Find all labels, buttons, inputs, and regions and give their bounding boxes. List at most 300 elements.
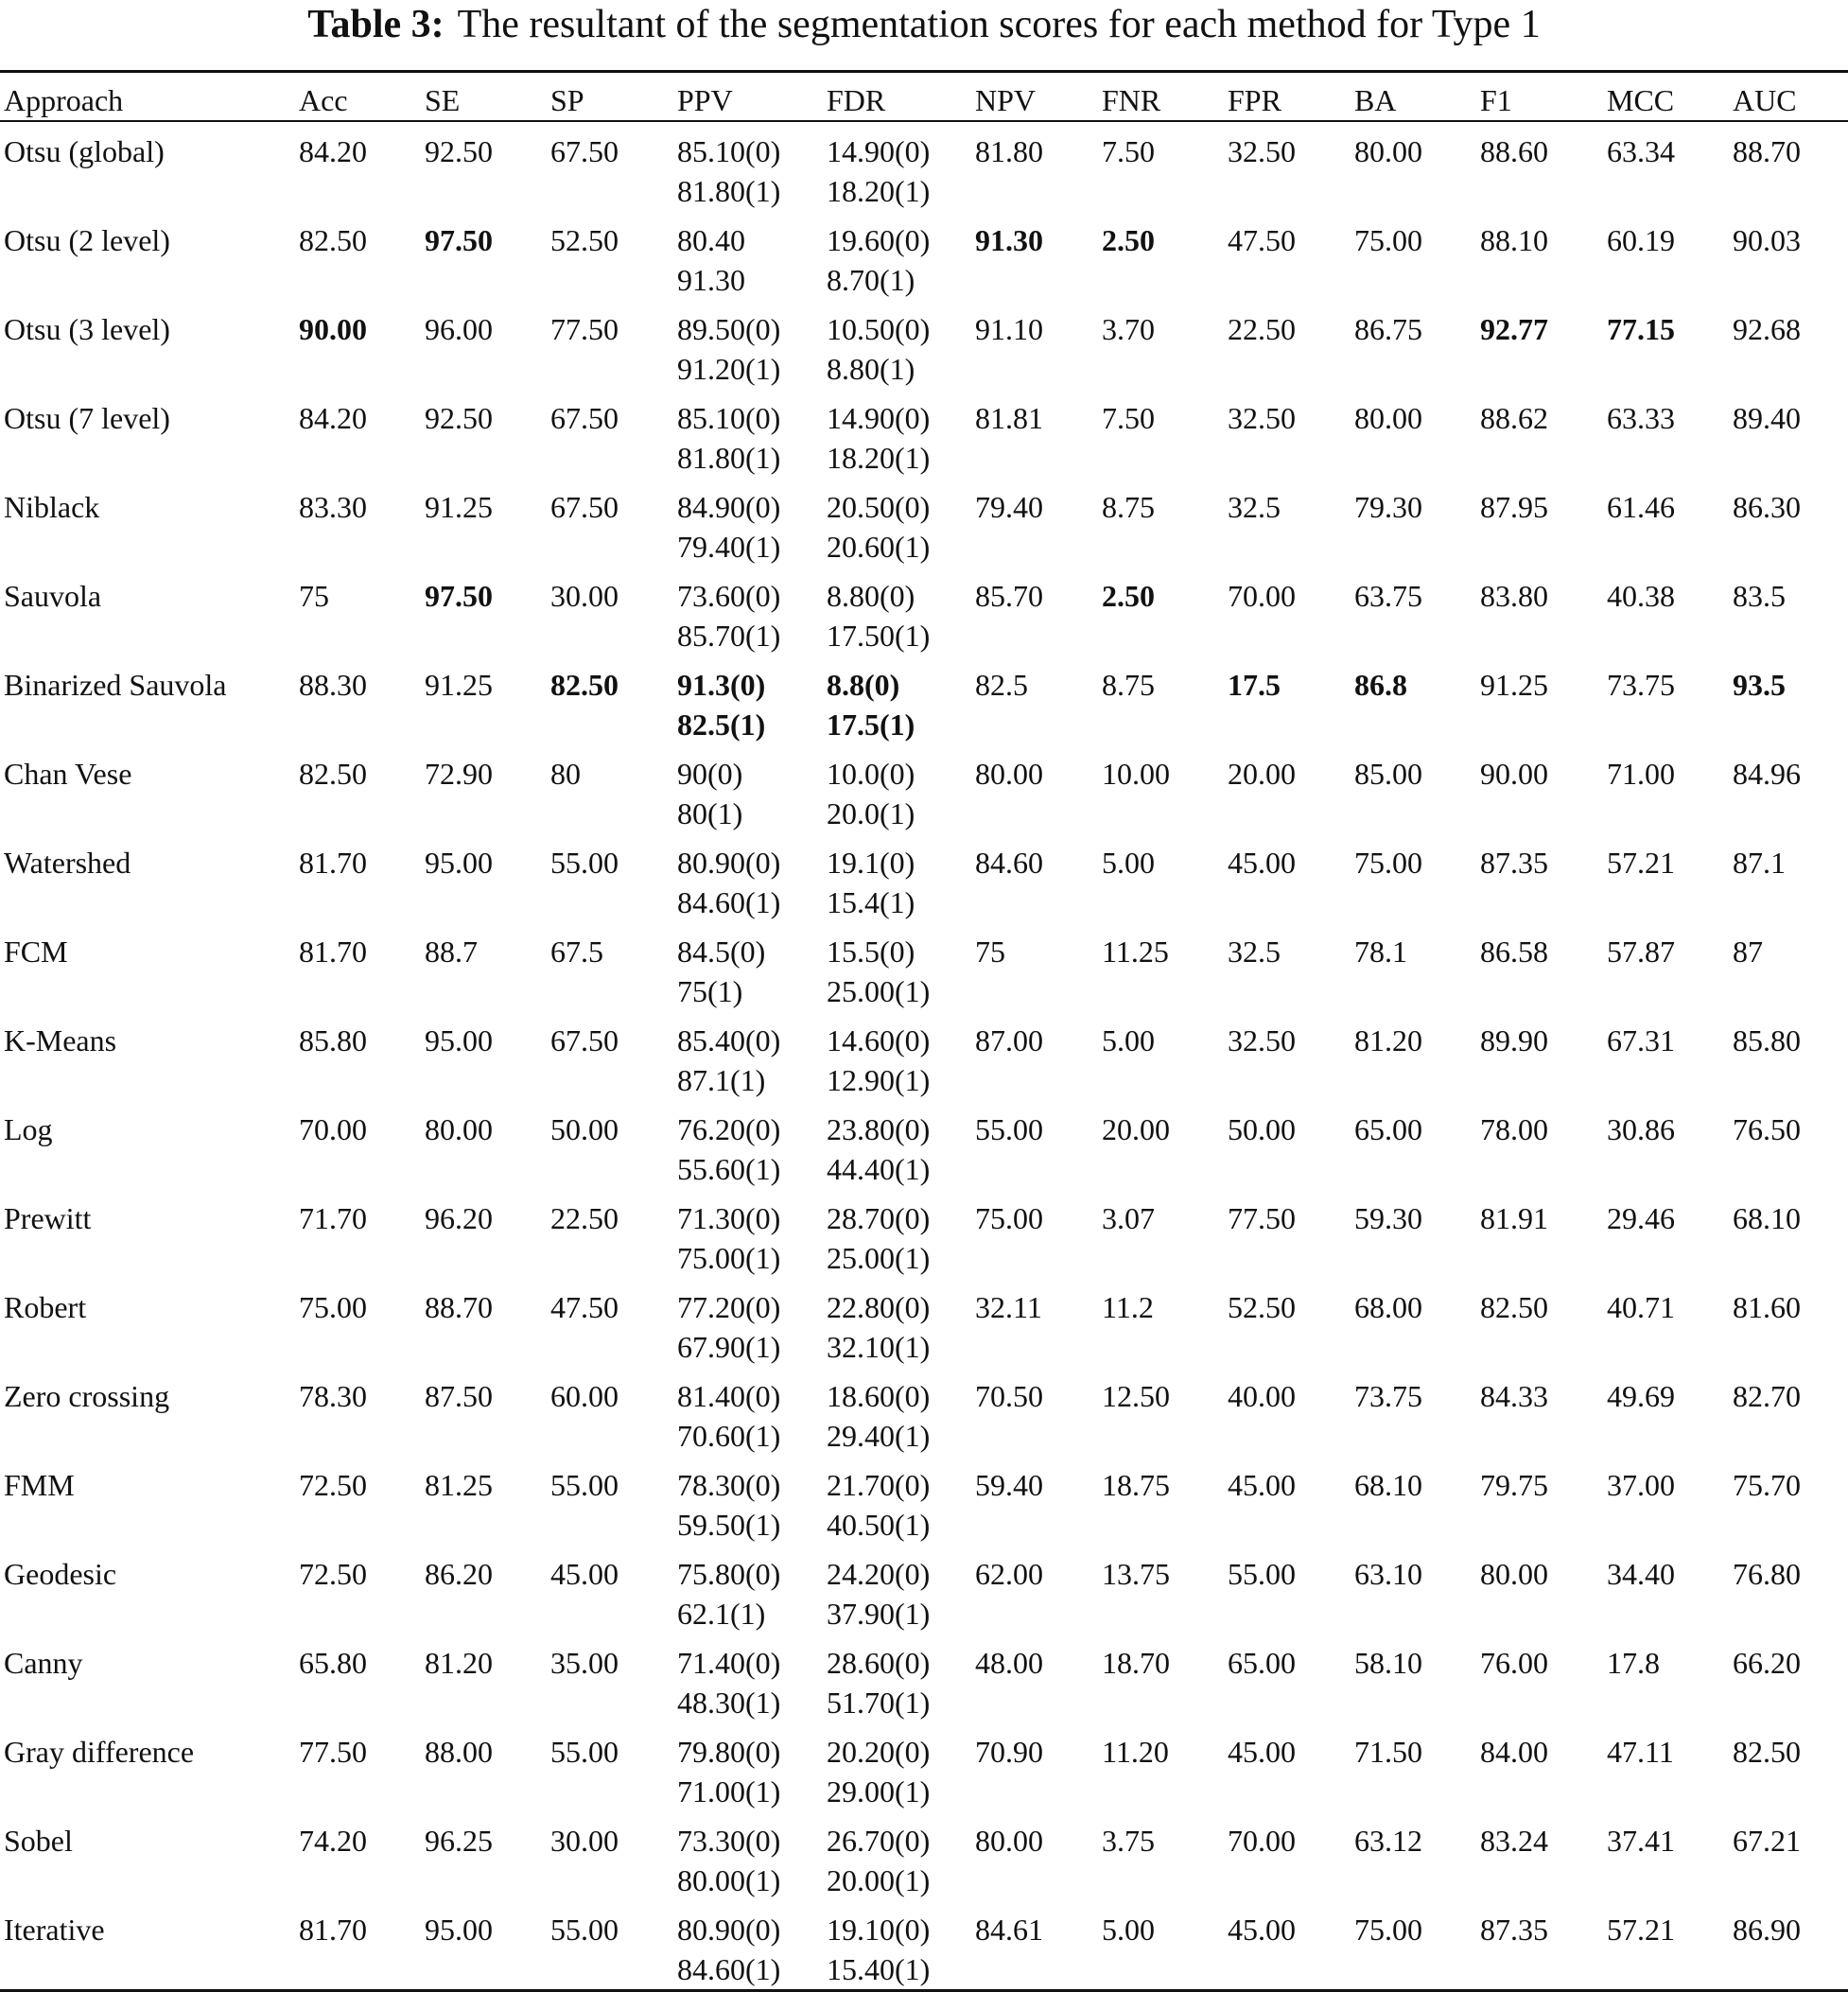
cell-line: 79.40(1) — [677, 529, 781, 564]
cell-se: 88.70 — [425, 1289, 493, 1324]
table-row — [0, 1278, 1848, 1367]
cell-ba: 63.10 — [1354, 1556, 1422, 1591]
cell-fdr — [823, 1278, 971, 1367]
cell-se: 81.20 — [425, 1645, 493, 1680]
cell-line: 14.90(0) — [827, 133, 931, 168]
cell-sp: 67.50 — [550, 489, 619, 524]
cell-line: 25.00(1) — [827, 1240, 931, 1275]
cell-mcc: 40.38 — [1607, 578, 1675, 613]
column-header-f1: F1 — [1480, 83, 1512, 118]
cell-se: 92.50 — [425, 133, 493, 168]
cell-ppv — [673, 1367, 823, 1456]
column-header-se: SE — [425, 83, 461, 118]
cell-npv: 85.70 — [975, 578, 1043, 613]
cell-line: 20.60(1) — [827, 529, 931, 564]
cell-sp: 80 — [550, 756, 581, 791]
cell-fdr — [823, 833, 971, 922]
cell-acc: 75 — [299, 578, 329, 613]
cell-f1: 88.10 — [1480, 222, 1548, 257]
cell-ba: 75.00 — [1354, 845, 1422, 880]
cell-mcc: 61.46 — [1607, 489, 1675, 524]
cell-mcc: 63.34 — [1607, 133, 1675, 168]
cell-fnr: 2.50 — [1102, 578, 1155, 613]
cell-ba: 63.75 — [1354, 578, 1422, 613]
cell-f1: 87.95 — [1480, 489, 1548, 524]
cell-mcc: 29.46 — [1607, 1200, 1675, 1235]
cell-fdr — [823, 1545, 971, 1634]
cell-line: 84.60(1) — [677, 884, 781, 919]
cell-fnr: 8.75 — [1102, 489, 1155, 524]
cell-line: 85.10(0) — [677, 400, 781, 435]
cell-f1: 90.00 — [1480, 756, 1548, 791]
cell-npv: 80.00 — [975, 1823, 1043, 1858]
cell-se: 80.00 — [425, 1111, 493, 1146]
cell-npv: 84.60 — [975, 845, 1043, 880]
cell-sp: 30.00 — [550, 578, 619, 613]
column-header-sp: SP — [550, 83, 584, 118]
cell-auc: 67.21 — [1733, 1823, 1801, 1858]
approach-cell: Canny — [4, 1645, 83, 1680]
cell-fnr: 20.00 — [1102, 1111, 1170, 1146]
cell-line: 80.90(0) — [677, 1912, 781, 1947]
cell-ba: 86.75 — [1354, 311, 1422, 346]
cell-fdr — [823, 1100, 971, 1189]
cell-line: 8.70(1) — [827, 262, 915, 297]
approach-cell: Log — [4, 1111, 53, 1146]
cell-se: 95.00 — [425, 845, 493, 880]
cell-ba: 80.00 — [1354, 133, 1422, 168]
cell-npv: 87.00 — [975, 1022, 1043, 1057]
cell-f1: 88.62 — [1480, 400, 1548, 435]
cell-fnr: 11.25 — [1102, 934, 1169, 969]
cell-ppv — [673, 389, 823, 478]
cell-line: 37.90(1) — [827, 1596, 931, 1631]
cell-sp: 50.00 — [550, 1111, 619, 1146]
cell-f1: 79.75 — [1480, 1467, 1548, 1502]
cell-acc: 83.30 — [299, 489, 367, 524]
cell-sp: 45.00 — [550, 1556, 619, 1591]
cell-fnr: 7.50 — [1102, 133, 1155, 168]
approach-cell: K-Means — [4, 1022, 117, 1057]
cell-ppv — [673, 1811, 823, 1900]
cell-line: 81.80(1) — [677, 173, 781, 208]
table-row — [0, 1545, 1848, 1634]
cell-line: 15.40(1) — [827, 1951, 931, 1986]
cell-se: 97.50 — [425, 578, 493, 613]
cell-line: 14.90(0) — [827, 400, 931, 435]
column-header-ba: BA — [1354, 83, 1397, 118]
cell-sp: 22.50 — [550, 1200, 619, 1235]
table-row — [0, 744, 1848, 833]
cell-ppv — [673, 1189, 823, 1278]
cell-line: 40.50(1) — [827, 1507, 931, 1542]
cell-mcc: 60.19 — [1607, 222, 1675, 257]
table-row — [0, 1900, 1848, 1991]
cell-npv: 81.80 — [975, 133, 1043, 168]
cell-se: 72.90 — [425, 756, 493, 791]
table-row — [0, 1722, 1848, 1811]
cell-fpr: 55.00 — [1228, 1556, 1296, 1591]
cell-line: 84.60(1) — [677, 1951, 781, 1986]
approach-cell: Otsu (global) — [4, 133, 165, 168]
cell-line: 73.60(0) — [677, 578, 781, 613]
cell-npv: 91.30 — [975, 222, 1043, 257]
cell-acc: 72.50 — [299, 1556, 367, 1591]
cell-line: 23.80(0) — [827, 1111, 931, 1146]
cell-line: 20.0(1) — [827, 795, 915, 830]
cell-line: 71.40(0) — [677, 1645, 781, 1680]
cell-f1: 87.35 — [1480, 1912, 1548, 1947]
cell-line: 17.50(1) — [827, 618, 931, 653]
cell-fdr — [823, 211, 971, 300]
cell-se: 91.25 — [425, 667, 493, 702]
cell-line: 19.1(0) — [827, 845, 915, 880]
cell-line: 67.90(1) — [677, 1329, 781, 1364]
cell-f1: 88.60 — [1480, 133, 1548, 168]
cell-line: 10.50(0) — [827, 311, 931, 346]
cell-line: 24.20(0) — [827, 1556, 931, 1591]
cell-line: 21.70(0) — [827, 1467, 931, 1502]
cell-sp: 55.00 — [550, 1467, 619, 1502]
table-row — [0, 1011, 1848, 1100]
cell-f1: 81.91 — [1480, 1200, 1548, 1235]
cell-line: 85.10(0) — [677, 133, 781, 168]
cell-sp: 67.5 — [550, 934, 603, 969]
table-row — [0, 1634, 1848, 1722]
table-row — [0, 1456, 1848, 1545]
cell-mcc: 17.8 — [1607, 1645, 1660, 1680]
cell-ba: 80.00 — [1354, 400, 1422, 435]
cell-fdr — [823, 121, 971, 211]
cell-line: 71.00(1) — [677, 1774, 781, 1809]
cell-f1: 82.50 — [1480, 1289, 1548, 1324]
cell-fdr — [823, 1367, 971, 1456]
cell-f1: 76.00 — [1480, 1645, 1548, 1680]
cell-line: 81.40(0) — [677, 1378, 781, 1413]
cell-line: 18.20(1) — [827, 173, 931, 208]
cell-line: 51.70(1) — [827, 1685, 931, 1720]
cell-fdr — [823, 1811, 971, 1900]
caption-label: Table 3: — [307, 3, 445, 46]
approach-cell: Iterative — [4, 1912, 105, 1947]
cell-auc: 86.90 — [1733, 1912, 1801, 1947]
cell-auc: 82.50 — [1733, 1734, 1801, 1769]
approach-cell: Prewitt — [4, 1200, 92, 1235]
cell-fdr — [823, 567, 971, 655]
cell-ba: 63.12 — [1354, 1823, 1422, 1858]
cell-fpr: 32.5 — [1228, 934, 1281, 969]
cell-line: 84.90(0) — [677, 489, 781, 524]
cell-fnr: 7.50 — [1102, 400, 1155, 435]
cell-acc: 72.50 — [299, 1467, 367, 1502]
cell-auc: 89.40 — [1733, 400, 1801, 435]
cell-line: 80.00(1) — [677, 1862, 781, 1897]
table-row — [0, 1100, 1848, 1189]
cell-line: 10.0(0) — [827, 756, 915, 791]
cell-sp: 30.00 — [550, 1823, 619, 1858]
cell-sp: 52.50 — [550, 222, 619, 257]
table-caption — [0, 0, 1848, 62]
cell-fpr: 52.50 — [1228, 1289, 1296, 1324]
cell-acc: 74.20 — [299, 1823, 367, 1858]
cell-npv: 70.90 — [975, 1734, 1043, 1769]
cell-mcc: 30.86 — [1607, 1111, 1675, 1146]
cell-mcc: 49.69 — [1607, 1378, 1675, 1413]
cell-line: 75.00(1) — [677, 1240, 781, 1275]
cell-ba: 73.75 — [1354, 1378, 1422, 1413]
cell-npv: 84.61 — [975, 1912, 1043, 1947]
cell-auc: 87 — [1733, 934, 1763, 969]
cell-ba: 79.30 — [1354, 489, 1422, 524]
cell-se: 88.00 — [425, 1734, 493, 1769]
cell-acc: 71.70 — [299, 1200, 367, 1235]
approach-cell: Zero crossing — [4, 1378, 170, 1413]
cell-se: 87.50 — [425, 1378, 493, 1413]
cell-line: 44.40(1) — [827, 1151, 931, 1186]
approach-cell: Niblack — [4, 489, 100, 524]
approach-cell: Sobel — [4, 1823, 73, 1858]
cell-line: 20.00(1) — [827, 1862, 931, 1897]
cell-sp: 47.50 — [550, 1289, 619, 1324]
cell-se: 81.25 — [425, 1467, 493, 1502]
cell-f1: 89.90 — [1480, 1022, 1548, 1057]
cell-acc: 70.00 — [299, 1111, 367, 1146]
cell-mcc: 37.41 — [1607, 1823, 1675, 1858]
cell-f1: 83.24 — [1480, 1823, 1548, 1858]
cell-f1: 87.35 — [1480, 845, 1548, 880]
cell-acc: 82.50 — [299, 222, 367, 257]
cell-fpr: 22.50 — [1228, 311, 1296, 346]
cell-line: 15.4(1) — [827, 884, 915, 919]
cell-npv: 70.50 — [975, 1378, 1043, 1413]
cell-fpr: 47.50 — [1228, 222, 1296, 257]
cell-acc: 77.50 — [299, 1734, 367, 1769]
cell-fnr: 5.00 — [1102, 845, 1155, 880]
cell-fnr: 5.00 — [1102, 1022, 1155, 1057]
cell-ppv — [673, 211, 823, 300]
table-row — [0, 567, 1848, 655]
cell-f1: 84.00 — [1480, 1734, 1548, 1769]
cell-fnr: 3.75 — [1102, 1823, 1155, 1858]
cell-f1: 86.58 — [1480, 934, 1548, 969]
cell-acc: 78.30 — [299, 1378, 367, 1413]
cell-line: 89.50(0) — [677, 311, 781, 346]
cell-line: 29.40(1) — [827, 1418, 931, 1453]
cell-line: 91.20(1) — [677, 351, 781, 386]
cell-mcc: 47.11 — [1607, 1734, 1674, 1769]
cell-ba: 75.00 — [1354, 222, 1422, 257]
cell-ba: 71.50 — [1354, 1734, 1422, 1769]
cell-fnr: 12.50 — [1102, 1378, 1170, 1413]
cell-npv: 62.00 — [975, 1556, 1043, 1591]
cell-ba: 75.00 — [1354, 1912, 1422, 1947]
cell-ppv — [673, 1100, 823, 1189]
cell-fnr: 13.75 — [1102, 1556, 1170, 1591]
cell-mcc: 73.75 — [1607, 667, 1675, 702]
cell-fnr: 2.50 — [1102, 222, 1155, 257]
column-header-auc: AUC — [1733, 83, 1797, 118]
cell-acc: 84.20 — [299, 133, 367, 168]
cell-mcc: 71.00 — [1607, 756, 1675, 791]
cell-mcc: 57.87 — [1607, 934, 1675, 969]
cell-f1: 84.33 — [1480, 1378, 1548, 1413]
cell-line: 18.60(0) — [827, 1378, 931, 1413]
cell-line: 32.10(1) — [827, 1329, 931, 1364]
cell-line: 62.1(1) — [677, 1596, 766, 1631]
cell-ppv — [673, 121, 823, 211]
table-row — [0, 300, 1848, 389]
caption-text: The resultant of the segmentation scores for each method for Type 1 — [457, 3, 1541, 46]
column-header-acc: Acc — [299, 83, 348, 118]
cell-fdr — [823, 1900, 971, 1991]
cell-ba: 58.10 — [1354, 1645, 1422, 1680]
cell-fpr: 45.00 — [1228, 1734, 1296, 1769]
cell-se: 96.20 — [425, 1200, 493, 1235]
cell-line: 26.70(0) — [827, 1823, 931, 1858]
cell-sp: 67.50 — [550, 133, 619, 168]
cell-line: 71.30(0) — [677, 1200, 781, 1235]
cell-fdr — [823, 1634, 971, 1722]
cell-auc: 83.5 — [1733, 578, 1786, 613]
cell-npv: 82.5 — [975, 667, 1028, 702]
cell-npv: 81.81 — [975, 400, 1043, 435]
cell-line: 91.30 — [677, 262, 745, 297]
cell-fpr: 45.00 — [1228, 1467, 1296, 1502]
table-row — [0, 1189, 1848, 1278]
cell-ppv — [673, 744, 823, 833]
cell-fpr: 77.50 — [1228, 1200, 1296, 1235]
cell-line: 29.00(1) — [827, 1774, 931, 1809]
results-table — [0, 70, 1848, 1992]
table-body — [0, 121, 1848, 1991]
cell-sp: 55.00 — [550, 1734, 619, 1769]
column-header-fdr: FDR — [827, 83, 886, 118]
cell-line: 8.80(0) — [827, 578, 915, 613]
cell-fnr: 10.00 — [1102, 756, 1170, 791]
cell-auc: 68.10 — [1733, 1200, 1801, 1235]
cell-npv: 75.00 — [975, 1200, 1043, 1235]
cell-se: 91.25 — [425, 489, 493, 524]
cell-ppv — [673, 567, 823, 655]
approach-cell: Sauvola — [4, 578, 102, 613]
cell-f1: 92.77 — [1480, 311, 1548, 346]
cell-fdr — [823, 1189, 971, 1278]
cell-ppv — [673, 833, 823, 922]
cell-auc: 87.1 — [1733, 845, 1786, 880]
cell-fpr: 40.00 — [1228, 1378, 1296, 1413]
column-header-fpr: FPR — [1228, 83, 1281, 118]
cell-sp: 35.00 — [550, 1645, 619, 1680]
cell-auc: 66.20 — [1733, 1645, 1801, 1680]
cell-npv: 48.00 — [975, 1645, 1043, 1680]
cell-line: 19.60(0) — [827, 222, 931, 257]
cell-line: 20.50(0) — [827, 489, 931, 524]
cell-mcc: 37.00 — [1607, 1467, 1675, 1502]
table-header — [0, 72, 1848, 121]
cell-ppv — [673, 1456, 823, 1545]
cell-sp: 77.50 — [550, 311, 619, 346]
cell-fpr: 32.50 — [1228, 400, 1296, 435]
approach-cell: Gray difference — [4, 1734, 195, 1769]
cell-ba: 68.10 — [1354, 1467, 1422, 1502]
cell-fpr: 32.50 — [1228, 133, 1296, 168]
cell-sp: 82.50 — [550, 667, 619, 702]
cell-line: 80(1) — [677, 795, 743, 830]
column-header-fnr: FNR — [1102, 83, 1161, 118]
cell-auc: 93.5 — [1733, 667, 1786, 702]
cell-se: 92.50 — [425, 400, 493, 435]
cell-ppv — [673, 1278, 823, 1367]
cell-ba: 59.30 — [1354, 1200, 1422, 1235]
cell-fnr: 3.07 — [1102, 1200, 1155, 1235]
cell-ppv — [673, 1900, 823, 1991]
cell-se: 95.00 — [425, 1912, 493, 1947]
approach-cell: FCM — [4, 934, 68, 969]
table-row — [0, 478, 1848, 567]
cell-mcc: 40.71 — [1607, 1289, 1675, 1324]
cell-npv: 91.10 — [975, 311, 1043, 346]
cell-sp: 60.00 — [550, 1378, 619, 1413]
cell-line: 82.5(1) — [677, 707, 766, 742]
cell-line: 18.20(1) — [827, 440, 931, 475]
cell-se: 96.00 — [425, 311, 493, 346]
cell-line: 75(1) — [677, 973, 743, 1008]
cell-ppv — [673, 655, 823, 744]
column-header-npv: NPV — [975, 83, 1037, 118]
cell-ba: 85.00 — [1354, 756, 1422, 791]
table-row — [0, 1367, 1848, 1456]
cell-ba: 65.00 — [1354, 1111, 1422, 1146]
cell-fdr — [823, 300, 971, 389]
cell-ppv — [673, 922, 823, 1011]
cell-line: 76.20(0) — [677, 1111, 781, 1146]
cell-ba: 68.00 — [1354, 1289, 1422, 1324]
cell-ppv — [673, 1011, 823, 1100]
cell-fpr: 32.5 — [1228, 489, 1281, 524]
cell-mcc: 57.21 — [1607, 845, 1675, 880]
cell-line: 75.80(0) — [677, 1556, 781, 1591]
cell-auc: 81.60 — [1733, 1289, 1801, 1324]
approach-cell: Otsu (7 level) — [4, 400, 170, 435]
cell-mcc: 34.40 — [1607, 1556, 1675, 1591]
cell-acc: 82.50 — [299, 756, 367, 791]
cell-npv: 79.40 — [975, 489, 1043, 524]
cell-se: 86.20 — [425, 1556, 493, 1591]
cell-line: 77.20(0) — [677, 1289, 781, 1324]
cell-line: 22.80(0) — [827, 1289, 931, 1324]
cell-npv: 59.40 — [975, 1467, 1043, 1502]
table-row — [0, 655, 1848, 744]
cell-line: 59.50(1) — [677, 1507, 781, 1542]
cell-se: 97.50 — [425, 222, 493, 257]
cell-fdr — [823, 655, 971, 744]
cell-sp: 55.00 — [550, 845, 619, 880]
cell-fpr: 32.50 — [1228, 1022, 1296, 1057]
cell-mcc: 63.33 — [1607, 400, 1675, 435]
cell-fpr: 50.00 — [1228, 1111, 1296, 1146]
cell-line: 8.80(1) — [827, 351, 915, 386]
cell-auc: 85.80 — [1733, 1022, 1801, 1057]
cell-npv: 80.00 — [975, 756, 1043, 791]
cell-ppv — [673, 1634, 823, 1722]
cell-se: 96.25 — [425, 1823, 493, 1858]
cell-ppv — [673, 300, 823, 389]
cell-acc: 81.70 — [299, 1912, 367, 1947]
cell-fnr: 18.75 — [1102, 1467, 1170, 1502]
cell-ba: 81.20 — [1354, 1022, 1422, 1057]
column-header-approach: Approach — [4, 83, 124, 118]
cell-mcc: 67.31 — [1607, 1022, 1675, 1057]
